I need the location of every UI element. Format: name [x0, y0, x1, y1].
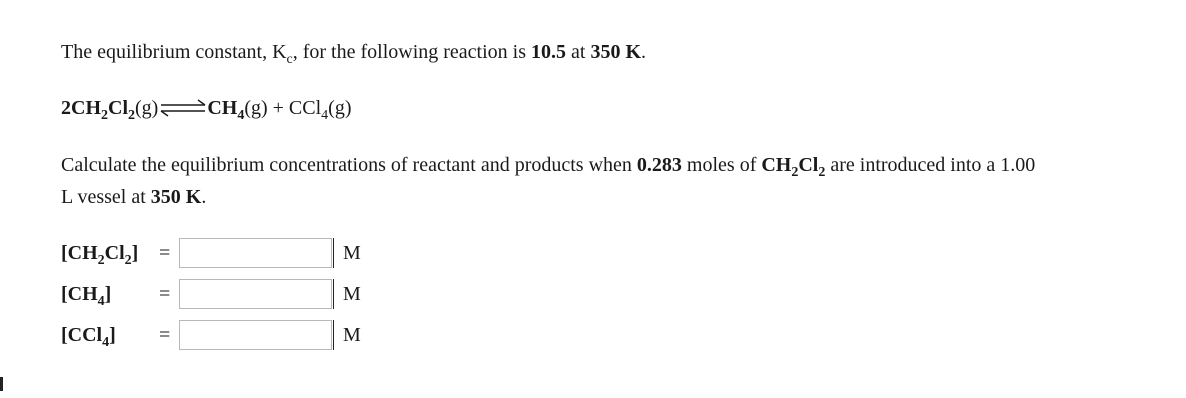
product-2-sub: 4	[321, 107, 329, 123]
species-sub-2: 2	[818, 164, 826, 180]
unit-label: M	[333, 320, 373, 350]
label-part-c: ]	[109, 324, 116, 346]
label-sub-a: 2	[97, 252, 105, 268]
species-label-ccl4	[61, 324, 116, 350]
label-part-b: Cl	[104, 242, 125, 264]
reactant-sub-1: 2	[101, 107, 108, 123]
label-sub-a: 4	[97, 293, 105, 309]
label-part-a: [CCl	[61, 324, 103, 346]
reaction-equation	[61, 96, 352, 123]
unit-label: M	[333, 238, 373, 268]
species-cl: Cl	[798, 154, 819, 176]
moles-value: 0.283	[636, 154, 682, 176]
species-formula	[761, 154, 826, 180]
prompt-text-2: moles of	[681, 154, 762, 176]
unit-label: M	[333, 279, 373, 309]
label-part-c: ]	[104, 283, 112, 305]
product-1-state: (g) + CCl	[244, 97, 322, 119]
intro-end-text: .	[641, 41, 647, 63]
temperature-value: 350 K	[590, 41, 642, 63]
reactant-formula: 2CH	[61, 97, 101, 119]
ch2cl2-concentration-input[interactable]	[179, 238, 332, 268]
species-ch: CH	[761, 154, 792, 176]
product-1-sub: 4	[237, 107, 245, 123]
species-sub-1: 2	[791, 164, 799, 180]
label-part-a: [CH	[61, 242, 98, 264]
equals-sign: =	[159, 242, 171, 264]
label-sub-a: 4	[102, 334, 110, 350]
k-subscript: c	[286, 51, 293, 67]
species-label-ch4	[61, 283, 112, 309]
intro-mid-text: , for the following reaction is	[292, 41, 532, 63]
label-sub-b: 2	[124, 252, 132, 268]
label-part-c: ]	[131, 242, 139, 264]
reactant-sub-2: 2	[128, 107, 135, 123]
k-value: 10.5	[531, 41, 567, 63]
reactant-state: (g)	[135, 97, 159, 119]
prompt-text-4: L vessel at	[61, 186, 151, 208]
page-edge-marker	[0, 377, 3, 391]
prompt-line-1	[61, 153, 1036, 180]
ccl4-concentration-input[interactable]	[179, 320, 332, 350]
intro-text: The equilibrium constant, K	[61, 41, 287, 63]
prompt-temperature: 350 K	[150, 186, 202, 208]
prompt-text-3: are introduced into a 1.00	[825, 154, 1036, 176]
prompt-text-5: .	[201, 186, 207, 208]
equilibrium-arrow-icon	[159, 96, 207, 120]
intro-at-text: at	[566, 41, 591, 63]
product-2-state: (g)	[328, 97, 352, 119]
label-part-a: [CH	[61, 283, 98, 305]
equals-sign: =	[159, 324, 171, 346]
reactant-cl: Cl	[108, 97, 128, 119]
ch4-concentration-input[interactable]	[179, 279, 332, 309]
species-label-ch2cl2	[61, 242, 139, 268]
equals-sign: =	[159, 283, 171, 305]
product-1: CH	[207, 97, 238, 119]
prompt-line-2	[61, 185, 206, 209]
prompt-text-1: Calculate the equilibrium concentrations of reactant and products when	[61, 154, 637, 176]
question-statement	[61, 40, 647, 67]
